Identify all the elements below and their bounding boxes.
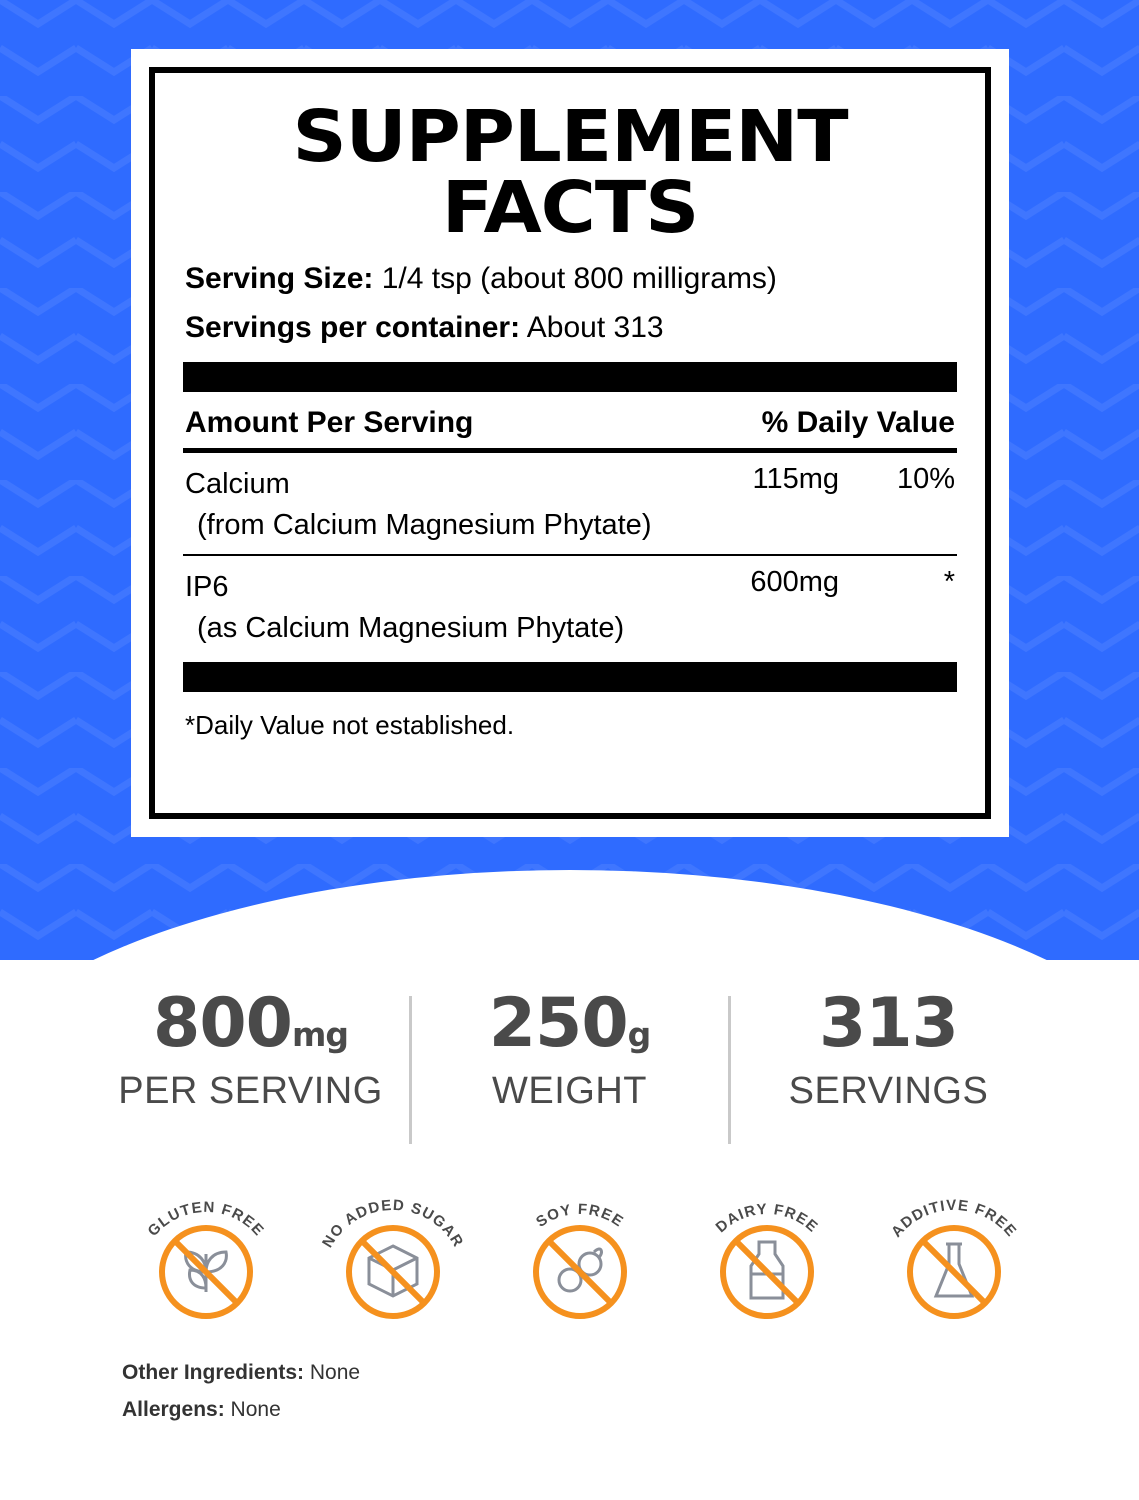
servings-per-container-value: About 313: [526, 310, 664, 344]
table-column-headers: [183, 392, 957, 448]
stat-divider: [728, 996, 731, 1144]
stat-weight: [420, 984, 720, 1113]
badge-label: ADDITIVE FREE: [887, 1196, 1021, 1241]
other-ingredients-line: [122, 1355, 360, 1392]
badge-label: DAIRY FREE: [712, 1200, 822, 1237]
serving-size-value: 1/4 tsp (about 800 milligrams): [381, 262, 777, 295]
stat-unit: g: [627, 1015, 651, 1054]
allergens-line: [122, 1392, 360, 1429]
nutrient-name: IP6: [185, 570, 229, 603]
serving-size-label: Serving Size:: [185, 262, 374, 295]
column-header-amount: Amount Per Serving: [185, 406, 474, 439]
serving-size-line: [185, 259, 957, 300]
nutrient-daily-value: *: [943, 565, 955, 598]
servings-per-container-label: Servings per container:: [185, 310, 521, 344]
footer-notes: [122, 1355, 360, 1429]
nutrient-daily-value: 10%: [896, 463, 955, 495]
stat-divider: [409, 996, 412, 1144]
stat-value: 800mg: [153, 984, 348, 1063]
allergens-value: None: [230, 1397, 281, 1421]
certification-badges: [120, 1180, 1040, 1330]
table-row: [183, 556, 957, 657]
table-row: [183, 453, 957, 554]
stat-unit: mg: [291, 1015, 348, 1054]
stat-value: 313: [819, 984, 958, 1063]
svg-text:GLUTEN FREE: [145, 1199, 268, 1240]
stat-per-serving: [101, 984, 401, 1113]
badge-gluten-free: [120, 1180, 292, 1330]
supplement-facts-panel: [131, 49, 1009, 837]
badge-dairy-free: [681, 1180, 853, 1330]
badge-soy-free: [494, 1180, 666, 1330]
nutrient-source: (as Calcium Magnesium Phytate): [197, 611, 625, 644]
svg-text:NO ADDED SUGAR: [319, 1197, 467, 1251]
nutrient-name: Calcium: [185, 468, 290, 500]
stat-caption: PER SERVING: [118, 1070, 383, 1112]
badge-label: NO ADDED SUGAR: [319, 1196, 467, 1251]
badge-label: SOY FREE: [533, 1200, 627, 1231]
column-header-daily-value: % Daily Value: [761, 406, 955, 439]
product-stats-strip: [0, 984, 1139, 1150]
badge-label: GLUTEN FREE: [144, 1198, 268, 1240]
thick-rule-bottom: [183, 662, 957, 692]
nutrient-amount: 600mg: [750, 565, 839, 598]
nutrient-source: (from Calcium Magnesium Phytate): [197, 509, 652, 542]
allergens-label: Allergens:: [122, 1397, 225, 1421]
stat-value: 250g: [488, 984, 651, 1063]
other-ingredients-label: Other Ingredients:: [122, 1361, 305, 1384]
stat-servings: [739, 984, 1039, 1113]
nutrient-amount: 115mg: [752, 463, 839, 495]
stat-caption: SERVINGS: [788, 1070, 989, 1112]
supplement-facts-title: SUPPLEMENT FACTS: [292, 95, 848, 249]
supplement-facts-border: [149, 67, 991, 819]
badge-additive-free: [868, 1180, 1040, 1330]
thick-rule-top: [183, 362, 957, 392]
stat-caption: WEIGHT: [492, 1070, 647, 1112]
other-ingredients-value: None: [309, 1361, 361, 1384]
svg-text:ADDITIVE FREE: [888, 1197, 1020, 1241]
servings-per-container-line: [185, 308, 957, 349]
badge-no-added-sugar: [307, 1180, 479, 1330]
daily-value-footnote: *Daily Value not established.: [185, 710, 515, 741]
